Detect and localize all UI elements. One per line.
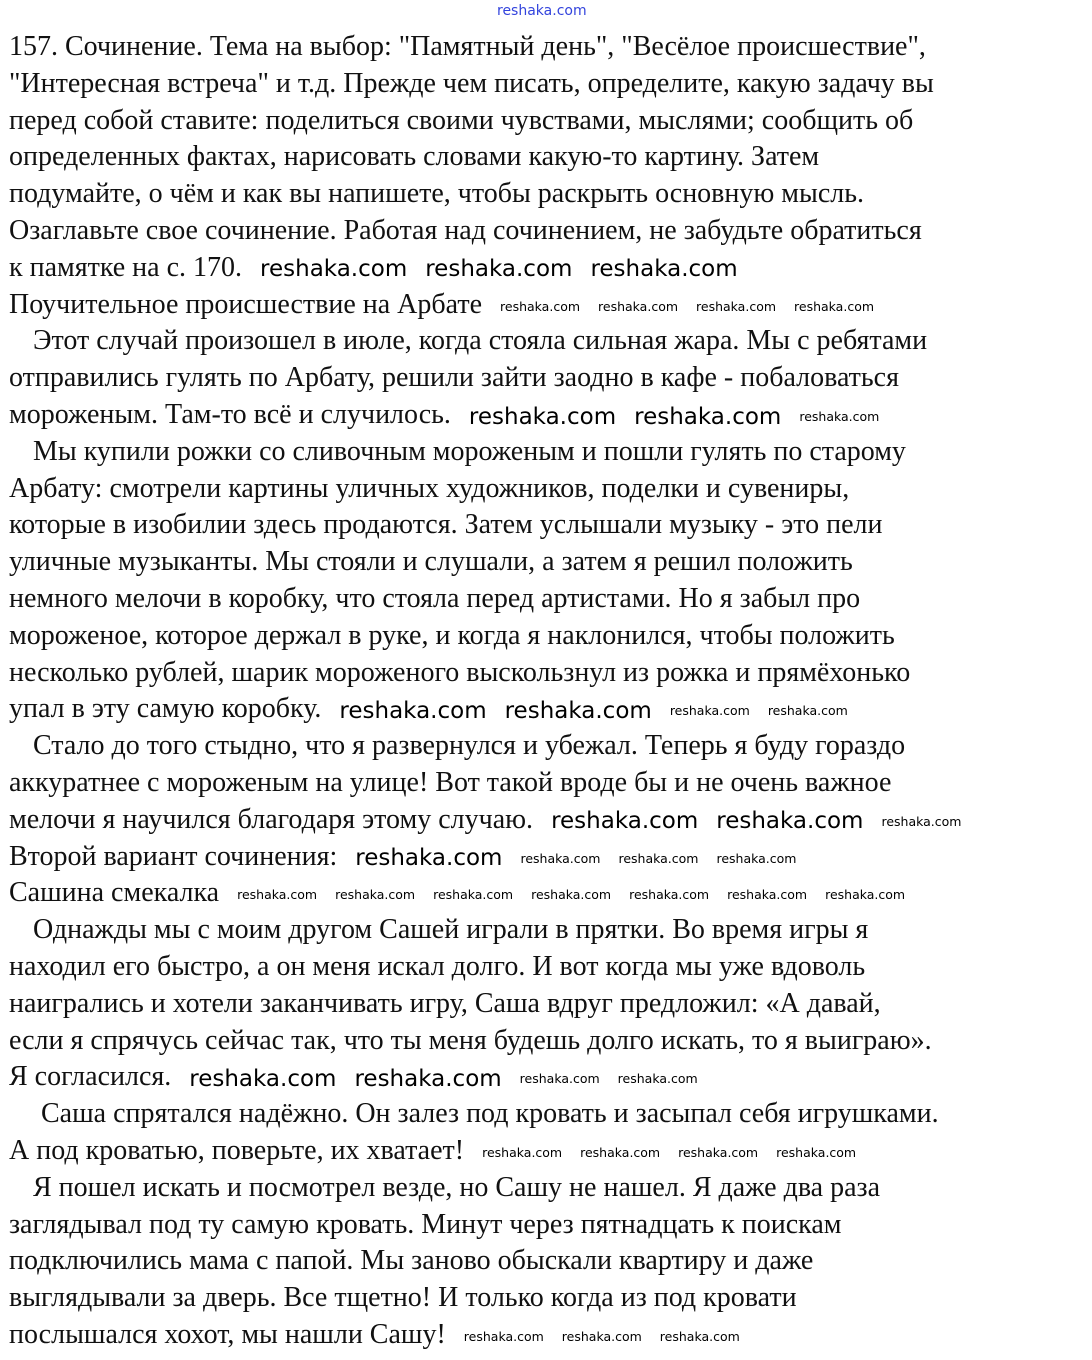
text-line: если я спрячусь сейчас так, что ты меня будешь долго искать, то я выиграю».: [9, 1024, 932, 1056]
document-text: [9, 29, 961, 1354]
text-line-row: [9, 949, 961, 986]
watermark: reshaka.com: [519, 1071, 600, 1087]
text-line: 157. Сочинение. Тема на выбор: "Памятный день", "Весёлое происшествие",: [9, 31, 926, 62]
text-line-row: [9, 1170, 961, 1207]
watermark: reshaka.com: [580, 1144, 661, 1160]
watermark: reshaka.com: [727, 887, 808, 903]
text-line-row: [9, 1243, 961, 1280]
essay-title: Сашина смекалка: [9, 877, 220, 909]
text-line-row: [9, 802, 961, 839]
text-line-row: [9, 397, 961, 434]
text-line-row: [9, 103, 961, 140]
watermark: reshaka.com: [500, 298, 581, 314]
watermark: reshaka.com: [776, 1144, 857, 1160]
watermark: reshaka.com: [825, 887, 906, 903]
text-line: аккуратнее с мороженым на улице! Вот такой вроде бы и не очень важное: [9, 766, 892, 798]
text-line: мороженое, которое держал в руке, и когда я наклонился, чтобы положить: [9, 619, 895, 651]
watermark: reshaka.com: [659, 1328, 740, 1344]
text-line-row: [9, 986, 961, 1023]
text-line: Я согласился.: [9, 1061, 172, 1093]
text-line-row: [9, 176, 961, 213]
essay-title: Поучительное происшествие на Арбате: [9, 288, 483, 320]
watermark: reshaka.com: [716, 808, 864, 835]
text-line-row: [9, 544, 961, 581]
text-line: "Интересная встреча" и т.д. Прежде чем писать, определите, какую задачу вы: [9, 67, 934, 99]
text-line-row: [9, 1280, 961, 1317]
watermark: reshaka.com: [669, 703, 750, 719]
text-line: Второй вариант сочинения:: [9, 840, 338, 872]
watermark: reshaka.com: [551, 808, 699, 835]
watermark: reshaka.com: [629, 887, 710, 903]
text-line-row: [9, 691, 961, 728]
text-line: немного мелочи в коробку, что стояла перед артистами. Но я забыл про: [9, 582, 861, 614]
watermark: reshaka.com: [716, 850, 797, 866]
text-line-row: [9, 618, 961, 655]
watermark: reshaka.com: [531, 887, 612, 903]
watermark: reshaka.com: [237, 887, 318, 903]
text-line: Этот случай произошел в июле, когда стояла сильная жара. Мы с ребятами: [33, 325, 928, 357]
watermark: reshaka.com: [425, 256, 573, 283]
text-line-row: [9, 1133, 961, 1170]
watermark: reshaka.com: [590, 256, 738, 283]
text-line: мелочи я научился благодаря этому случаю.: [9, 803, 534, 835]
text-line: находил его быстро, а он меня искал долго. И вот когда мы уже вдоволь: [9, 950, 866, 982]
text-line-row: [9, 323, 961, 360]
text-line-row: [9, 839, 961, 876]
text-line: Однажды мы с моим другом Сашей играли в прятки. Во время игры я: [33, 914, 869, 946]
text-line-row: [9, 912, 961, 949]
text-line: Саша спрятался надёжно. Он залез под кровать и засыпал себя игрушками.: [41, 1098, 939, 1130]
watermark: reshaka.com: [339, 697, 487, 724]
text-line-row: [9, 765, 961, 802]
text-line: послышался хохот, мы нашли Сашу!: [9, 1318, 446, 1350]
text-line: наигрались и хотели заканчивать игру, Саша вдруг предложил: «А давай,: [9, 987, 881, 1019]
text-line-row: [9, 1023, 961, 1060]
text-line-row: [9, 1317, 961, 1354]
text-line-row: [9, 728, 961, 765]
watermark: reshaka.com: [598, 298, 679, 314]
text-line-row: [9, 287, 961, 324]
watermark: reshaka.com: [260, 256, 408, 283]
watermark: reshaka.com: [355, 845, 503, 872]
text-line: определенных фактах, нарисовать словами какую-то картину. Затем: [9, 141, 820, 173]
text-line: Стало до того стыдно, что я развернулся и убежал. Теперь я буду гораздо: [33, 730, 906, 762]
text-line-row: [9, 471, 961, 508]
text-line-row: [9, 139, 961, 176]
text-line: подумайте, о чём и как вы напишете, чтобы раскрыть основную мысль.: [9, 178, 864, 210]
text-line: которые в изобилии здесь продаются. Затем услышали музыку - это пели: [9, 509, 883, 541]
text-line: несколько рублей, шарик мороженого выскользнул из рожка и прямёхонько: [9, 656, 911, 688]
watermark: reshaka.com: [618, 850, 699, 866]
text-line-row: [9, 655, 961, 692]
text-line-row: [9, 66, 961, 103]
text-line: мороженым. Там-то всё и случилось.: [9, 398, 451, 430]
watermark: reshaka.com: [463, 1328, 544, 1344]
watermark: reshaka.com: [561, 1328, 642, 1344]
watermark: reshaka.com: [794, 298, 875, 314]
watermark: reshaka.com: [189, 1065, 337, 1092]
text-line: А под кроватью, поверьте, их хватает!: [9, 1134, 465, 1166]
watermark: reshaka.com: [678, 1144, 759, 1160]
watermark: reshaka.com: [335, 887, 416, 903]
text-line-row: [9, 1207, 961, 1244]
watermark: reshaka.com: [520, 850, 601, 866]
watermark: reshaka.com: [881, 813, 962, 829]
text-line: подключились мама с папой. Мы заново обыскали квартиру и даже: [9, 1245, 814, 1277]
text-line: упал в эту самую коробку.: [9, 693, 322, 725]
text-line-row: [9, 360, 961, 397]
text-line: к памятке на с. 170.: [9, 251, 243, 283]
watermark: reshaka.com: [468, 403, 617, 430]
watermark: reshaka.com: [767, 703, 848, 719]
text-line: Озаглавьте свое сочинение. Работая над сочинением, не забудьте обратиться: [9, 214, 922, 246]
text-line: выглядывали за дверь. Все тщетно! И только когда из под кровати: [9, 1282, 797, 1314]
text-line: Арбату: смотрели картины уличных художников, поделки и сувениры,: [9, 472, 850, 504]
text-line-row: [9, 213, 961, 250]
text-line: отправились гулять по Арбату, решили зайти заодно в кафе - побаловаться: [9, 362, 899, 394]
text-line-row: [9, 507, 961, 544]
watermark: reshaka.com: [354, 1065, 502, 1092]
watermark: reshaka.com: [617, 1071, 698, 1087]
text-line-row: [9, 875, 961, 912]
text-line-row: [9, 250, 961, 287]
text-line: Я пошел искать и посмотрел везде, но Сашу не нашел. Я даже два раза: [33, 1171, 881, 1203]
text-line-row: [9, 581, 961, 618]
watermark: reshaka.com: [799, 409, 880, 425]
text-line: уличные музыканты. Мы стояли и слушали, а затем я решил положить: [9, 546, 853, 578]
watermark: reshaka.com: [433, 887, 514, 903]
watermark: reshaka.com: [696, 298, 777, 314]
text-line-row: [9, 434, 961, 471]
text-line-row: [9, 29, 961, 66]
text-line-row: [9, 1096, 961, 1133]
watermark: reshaka.com: [504, 697, 652, 724]
text-line: перед собой ставите: поделиться своими чувствами, мыслями; сообщить об: [9, 104, 914, 136]
text-line: заглядывал под ту самую кровать. Минут через пятнадцать к поискам: [9, 1208, 842, 1240]
watermark: reshaka.com: [497, 3, 587, 19]
watermark: reshaka.com: [634, 403, 782, 430]
watermark: reshaka.com: [482, 1144, 563, 1160]
text-line-row: [9, 1059, 961, 1096]
text-line: Мы купили рожки со сливочным мороженым и пошли гулять по старому: [33, 435, 906, 467]
